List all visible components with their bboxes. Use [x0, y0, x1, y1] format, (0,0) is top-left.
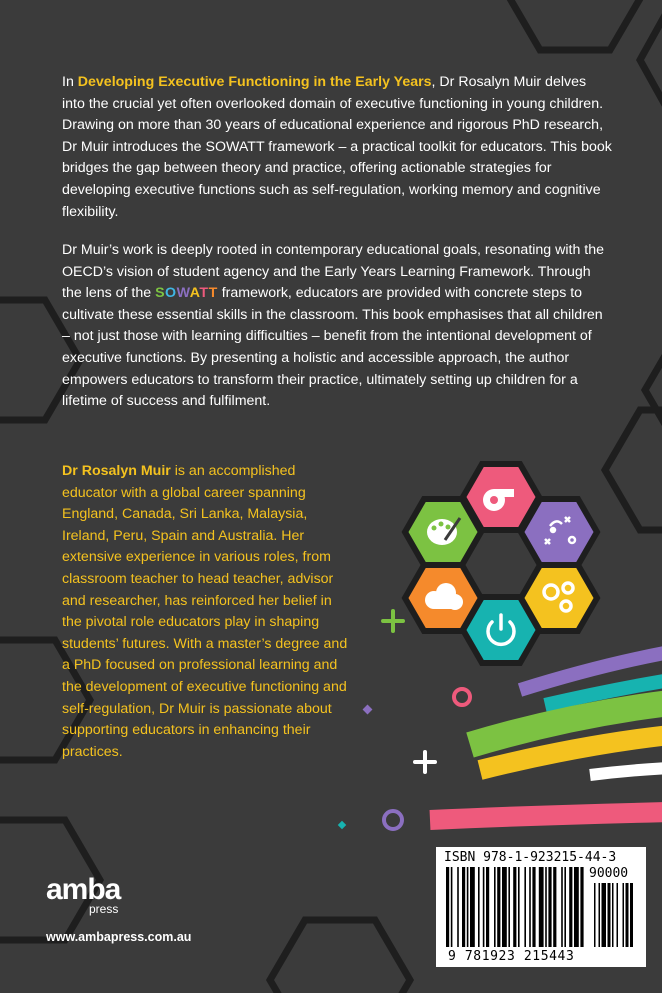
logo-sub: press: [89, 902, 119, 916]
sowatt-letter: S: [155, 285, 166, 302]
barcode-addon-bar: [608, 883, 611, 947]
barcode-bar: [561, 867, 563, 947]
barcode-bar: [462, 867, 465, 947]
barcode-bar: [513, 867, 516, 947]
isbn-barcode: [436, 847, 646, 967]
paragraph-1-body: , Dr Rosalyn Muir delves into the crucial yet often overlooked domain of executive functioning in young children. Drawing on more than 30 years of educational experience and rigorous PhD research, Dr Muir introduces the SOWATT framework – a practical toolkit for educators. This book bridges the gap between theory and practice, offering actionable strategies for developing executive functions such as self-regulation, working memory and cognitive flexibility.: [62, 74, 612, 220]
barcode-bar: [532, 867, 535, 947]
barcode-addon-bar: [594, 883, 596, 947]
barcode-bar: [524, 867, 526, 947]
barcode-bar: [548, 867, 551, 947]
barcode-addon-bar: [612, 883, 614, 947]
barcode-bar: [483, 867, 485, 947]
publisher-logo: [46, 875, 120, 916]
sowatt-letter: A: [189, 285, 200, 302]
barcode-bar: [545, 867, 547, 947]
author-bio-text: is an accomplished educator with a global career spanning England, Canada, Sri Lanka, Malaysia, Ireland, Peru, Spain and Australia. Her extensive experience in various roles, from classroom teacher to head teacher, advisor and researcher, has reinforced her belief in the pivotal role educators play in shaping students’ futures. With a master’s degree and a PhD focused on professional learning and the development of executive functioning and self-regulation, Dr Muir is passionate about supporting educators in enhancing their practices.: [62, 463, 348, 760]
barcode-bar: [580, 867, 583, 947]
barcode-digits: 9 781923 215443: [448, 949, 575, 964]
sowatt-letter: W: [176, 285, 190, 302]
publisher-website: www.ambapress.com.au: [46, 930, 192, 944]
paragraph-2-start: Dr Muir’s work is deeply rooted in contemporary educational goals, resonating with the OECD’s vision of student agency and the Early Years Learning Framework. Through the lens of the: [62, 242, 605, 302]
barcode-bar: [451, 867, 453, 947]
isbn-label: ISBN 978-1-923215-44-3: [444, 850, 617, 865]
barcode-bar: [529, 867, 531, 947]
sowatt-word: [155, 285, 218, 301]
barcode-bar: [518, 867, 520, 947]
hex-purple: [521, 499, 597, 565]
author-bio: [62, 461, 354, 763]
barcode-bar: [502, 867, 507, 947]
barcode-bar: [486, 867, 489, 947]
barcode-bar: [467, 867, 469, 947]
barcode-bar: [457, 867, 459, 947]
barcode-bar: [564, 867, 566, 947]
barcode-bars: [444, 867, 638, 949]
description-paragraph-2: [62, 240, 612, 413]
barcode-bar: [539, 867, 544, 947]
barcode-bar: [574, 867, 579, 947]
ribbon-swooshes: [430, 652, 662, 820]
barcode-bar: [478, 867, 480, 947]
barcode-addon-bar: [623, 883, 625, 947]
barcode-bar: [494, 867, 496, 947]
barcode-bar: [553, 867, 556, 947]
barcode-bar: [446, 867, 449, 947]
paragraph-2-end: framework, educators are provided with concrete steps to cultivate these essential skills in the classroom. This book emphasises that all children – not just those with learning difficulties – benefit from the intentional development of executive functions. By presenting a holistic and accessible approach, the author empowers educators to transform their practice, ultimately setting up children for a lifetime of success and fulfilment.: [62, 285, 603, 410]
barcode-addon-bar: [617, 883, 619, 947]
barcode-addon-bar: [599, 883, 601, 947]
barcode-bar: [508, 867, 510, 947]
decorations: [338, 611, 470, 829]
sowatt-letter: T: [199, 285, 209, 302]
sowatt-letter: T: [208, 285, 218, 302]
logo-word: amba: [46, 873, 121, 906]
intro-word: In: [62, 74, 78, 90]
sowatt-letter: O: [165, 285, 177, 302]
author-name: Dr Rosalyn Muir: [62, 463, 171, 479]
barcode-bar: [497, 867, 500, 947]
price-code: 90000: [589, 866, 629, 881]
barcode-bar: [569, 867, 572, 947]
barcode-addon-bar: [626, 883, 629, 947]
book-title: Developing Executive Functioning in the Early Years: [77, 74, 432, 90]
barcode-addon-bar: [602, 883, 607, 947]
barcode-bar: [470, 867, 475, 947]
description-paragraph-1: [62, 72, 612, 223]
barcode-addon-bar: [630, 883, 633, 947]
